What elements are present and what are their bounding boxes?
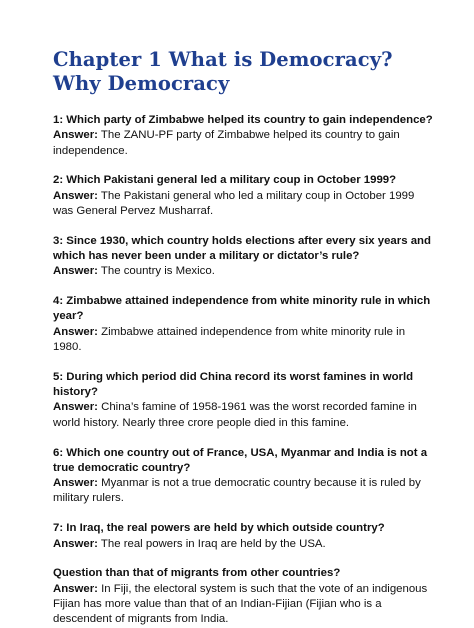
question-text: 4: Zimbabwe attained independence from white minority rule in which year? <box>53 295 431 323</box>
answer-label: Answer: <box>53 477 98 490</box>
answer-text: The Pakistani general who led a military coup in October 1999 was General Pervez Musharraf. <box>53 189 415 217</box>
qa-item-7 <box>53 521 434 552</box>
question-text: 6: Which one country out of France, USA, Myanmar and India is not a true democratic country? <box>53 446 428 474</box>
answer-text: Myanmar is not a true democratic country because it is ruled by military rulers. <box>53 477 421 505</box>
qa-item-1 <box>53 113 434 159</box>
qa-item-2 <box>53 173 434 219</box>
qa-item-3 <box>53 234 434 280</box>
answer-label: Answer: <box>53 582 98 595</box>
qa-item-5 <box>53 370 434 431</box>
question-text: 2: Which Pakistani general led a military coup in October 1999? <box>53 174 397 187</box>
answer-text: The country is Mexico. <box>97 265 215 278</box>
chapter-title: Chapter 1 What is Democracy? Why Democracy <box>53 48 393 95</box>
answer-label: Answer: <box>53 537 98 550</box>
answer-label: Answer: <box>53 401 98 414</box>
qa-item-8 <box>53 566 434 627</box>
answer-text: China’s famine of 1958-1961 was the worst recorded famine in world history. Nearly three crore people died in this famine. <box>53 401 417 429</box>
answer-text: Zimbabwe attained independence from white minority rule in 1980. <box>53 325 406 354</box>
answer-label: Answer: <box>53 129 98 142</box>
qa-item-4 <box>53 294 434 355</box>
answer-text: The real powers in Iraq are held by the USA. <box>97 537 326 550</box>
question-text: Question than that of migrants from other countries? <box>53 567 341 580</box>
question-text: 7: In Iraq, the real powers are held by which outside country? <box>53 522 385 535</box>
answer-text: The ZANU-PF party of Zimbabwe helped its country to gain independence. <box>53 129 400 157</box>
qa-item-6 <box>53 446 434 507</box>
question-text: 1: Which party of Zimbabwe helped its country to gain independence? <box>53 114 433 126</box>
question-text: 3: Since 1930, which country holds elections after every six years and which has never been under a military or dictator’s rule? <box>53 234 431 263</box>
answer-label: Answer: <box>53 325 98 338</box>
question-text: 5: During which period did China record its worst famines in world history? <box>53 370 414 399</box>
answer-label: Answer: <box>53 265 98 278</box>
answer-text: In Fiji, the electoral system is such that the vote of an indigenous Fijian has more value than that of an Indian-Fijian (Fijian who is a descendent of migrants from India. <box>53 582 428 626</box>
answer-label: Answer: <box>53 189 98 202</box>
